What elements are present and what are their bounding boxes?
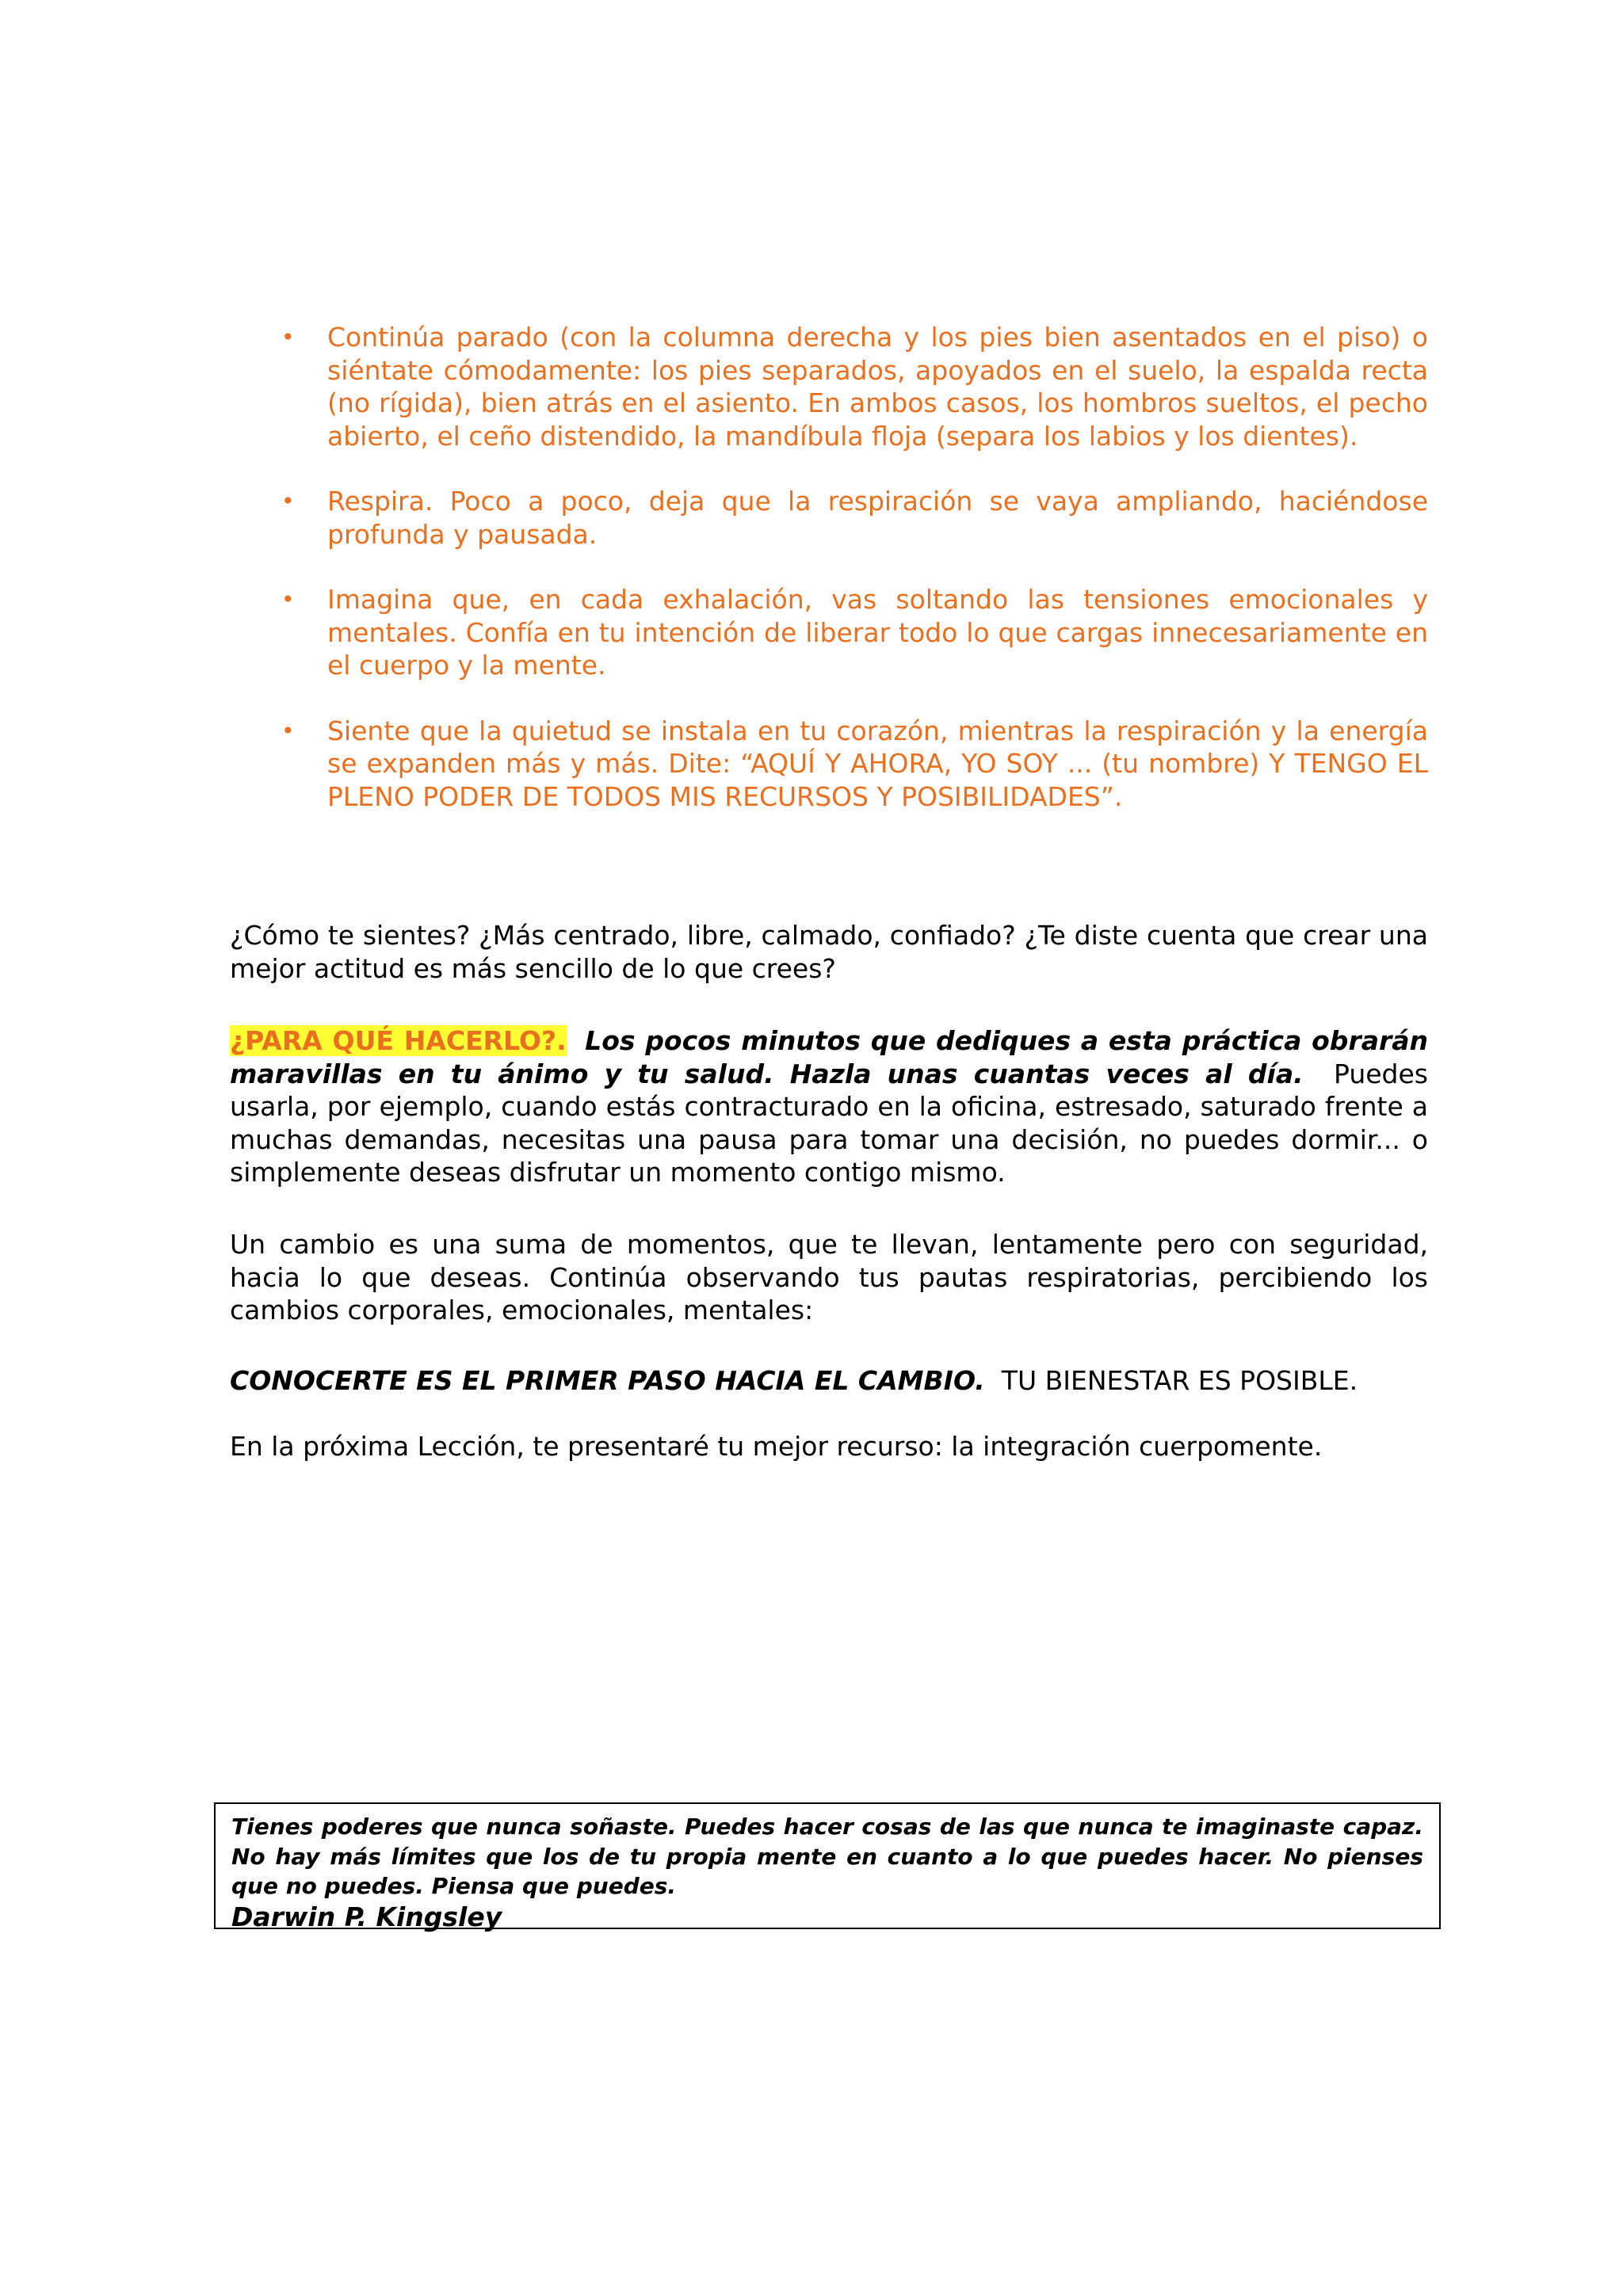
closing-emphasis: CONOCERTE ES EL PRIMER PASO HACIA EL CAMBIO. <box>230 1365 985 1396</box>
why-paragraph <box>230 1024 1428 1189</box>
list-item-text: Imagina que, en cada exhalación, vas soltando las tensiones emocionales y mentales. Confía en tu intención de liberar todo lo que cargas innecesariamente en el cuerpo y la mente. <box>327 584 1428 681</box>
change-paragraph: Un cambio es una suma de momentos, que te llevan, lentamente pero con seguridad, hacia lo que deseas. Continúa observando tus pautas respiratorias, percibiendo los cambios corporales, emocionales, mentales: <box>230 1229 1428 1325</box>
list-item-text: Siente que la quietud se instala en tu corazón, mientras la respiración y la energía se expanden más y más. Dite: “AQUÍ Y AHORA, YO SOY ... (tu nombre) Y TENGO EL PLENO PODER DE TODOS MIS RECURSOS Y POSIBILIDADES”. <box>327 715 1428 812</box>
list-item-text: Respira. Poco a poco, deja que la respiración se vaya ampliando, haciéndose profunda y pausada. <box>327 486 1428 550</box>
list-item <box>277 583 1428 682</box>
why-body: Puedes usarla, por ejemplo, cuando estás contracturado en la oficina, estresado, saturado frente a muchas demandas, necesitas una pausa para tomar una decisión, no puedes dormir... o simplemente deseas disfrutar un momento contigo mismo. <box>230 1058 1428 1188</box>
closing-paragraph <box>230 1364 1428 1398</box>
instruction-list <box>277 321 1428 845</box>
why-heading: ¿PARA QUÉ HACERLO?. <box>230 1025 567 1056</box>
bullet-icon: • <box>281 324 295 350</box>
bullet-icon: • <box>281 717 295 744</box>
next-lesson-paragraph: En la próxima Lección, te presentaré tu mejor recurso: la integración cuerpomente. <box>230 1431 1323 1462</box>
bullet-icon: • <box>281 488 295 514</box>
quote-box <box>214 1802 1441 1932</box>
closing-text: TU BIENESTAR ES POSIBLE. <box>1001 1365 1358 1396</box>
list-item <box>277 715 1428 814</box>
list-item <box>277 485 1428 551</box>
quote-text: Tienes poderes que nunca soñaste. Puedes hacer cosas de las que nunca te imaginaste capaz. No hay más límites que los de tu propia mente en cuanto a lo que puedes hacer. No pienses que no puedes. Piensa que puedes. <box>231 1814 1423 1899</box>
why-emphasis: Los pocos minutos que dediques a esta práctica obrarán maravillas en tu ánimo y tu salud. Hazla unas cuantas veces al día. <box>230 1025 1428 1089</box>
quote-author: Darwin P. Kingsley <box>231 1901 502 1932</box>
question-paragraph: ¿Cómo te sientes? ¿Más centrado, libre, calmado, confiado? ¿Te diste cuenta que crear una mejor actitud es más sencillo de lo que crees? <box>230 920 1428 984</box>
bullet-icon: • <box>281 586 295 612</box>
list-item <box>277 321 1428 452</box>
list-item-text: Continúa parado (con la columna derecha y los pies bien asentados en el piso) o siéntate cómodamente: los pies separados, apoyados en el suelo, la espalda recta (no rígida), bien atrás en el asiento. En ambos casos, los hombros sueltos, el pecho abierto, el ceño distendido, la mandíbula floja (separa los labios y los dientes). <box>327 322 1428 452</box>
